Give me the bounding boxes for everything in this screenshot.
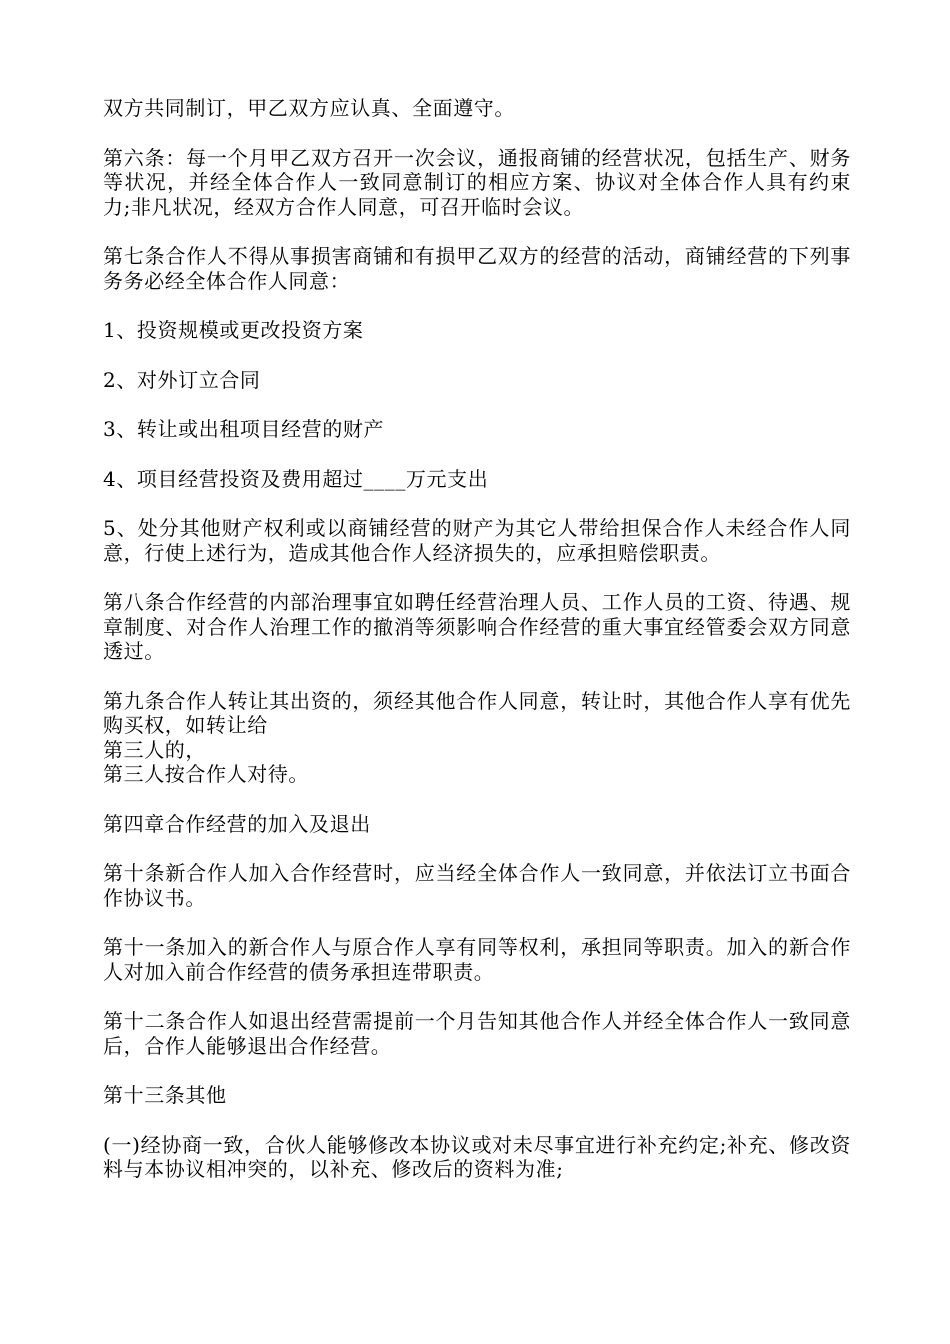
paragraph-line: 第十二条合作人如退出经营需提前一个月告知其他合作人并经全体合作人一致同意后，合作人能够退出合作经营。: [103, 1009, 851, 1058]
paragraph-article-13: [103, 1083, 851, 1108]
paragraph-line: 第十一条加入的新合作人与原合作人享有同等权利，承担同等职责。加入的新合作人对加入前合作经营的债务承担连带职责。: [103, 935, 851, 984]
paragraph-line: 1、投资规模或更改投资方案: [103, 318, 364, 342]
paragraph-article-13-item-1: [103, 1133, 851, 1182]
paragraph-line: 4、项目经营投资及费用超过____万元支出: [103, 466, 489, 491]
paragraph-line: 第四章合作经营的加入及退出: [103, 811, 371, 836]
paragraph-line: 第九条合作人转让其出资的，须经其他合作人同意，转让时，其他合作人享有优先购买权，如转让给: [103, 688, 851, 737]
paragraph-article-7: [103, 244, 851, 293]
paragraph-article-12: [103, 1009, 851, 1058]
paragraph-line: 2、对外订立合同: [103, 367, 261, 392]
list-item-1: [103, 318, 851, 343]
paragraph-line: 第十三条其他: [103, 1083, 227, 1107]
list-item-5: [103, 516, 851, 565]
paragraph-line: 双方共同制订，甲乙双方应认真、全面遵守。: [103, 96, 515, 120]
paragraph-article-11: [103, 935, 851, 984]
paragraph-line: 第三人按合作人对待。: [103, 762, 309, 786]
paragraph-line: 第十条新合作人加入合作经营时，应当经全体合作人一致同意，并依法订立书面合作协议书。: [103, 861, 851, 910]
paragraph-article-6: [103, 146, 851, 220]
paragraph-line: 第七条合作人不得从事损害商铺和有损甲乙双方的经营的活动，商铺经营的下列事务务必经全体合作人同意：: [103, 244, 851, 293]
list-item-2: [103, 368, 851, 393]
list-item-4: [103, 467, 851, 492]
paragraph-1: [103, 96, 851, 121]
list-item-3: [103, 417, 851, 442]
paragraph-line: 第三人的，: [103, 737, 206, 762]
paragraph-article-8: [103, 590, 851, 664]
document-page: [103, 96, 851, 1207]
paragraph-article-9: [103, 689, 851, 787]
paragraph-line: 第八条合作经营的内部治理事宜如聘任经营治理人员、工作人员的工资、待遇、规章制度、对合作人治理工作的撤消等须影响合作经营的重大事宜经管委会双方同意透过。: [103, 590, 851, 663]
paragraph-line: 第六条：每一个月甲乙双方召开一次会议，通报商铺的经营状况，包括生产、财务等状况，并经全体合作人一致同意制订的相应方案、协议对全体合作人具有约束力;非凡状况，经双方合作人同意，可召开临时会议。: [103, 145, 851, 219]
paragraph-line: 5、处分其他财产权利或以商铺经营的财产为其它人带给担保合作人未经合作人同意，行使上述行为，造成其他合作人经济损失的，应承担赔偿职责。: [103, 516, 851, 565]
paragraph-article-10: [103, 861, 851, 910]
paragraph-line: (一)经协商一致，合伙人能够修改本协议或对未尽事宜进行补充约定;补充、修改资料与本协议相冲突的，以补充、修改后的资料为准;: [103, 1132, 851, 1181]
chapter-4-heading: [103, 812, 851, 837]
paragraph-line: 3、转让或出租项目经营的财产: [103, 417, 385, 441]
